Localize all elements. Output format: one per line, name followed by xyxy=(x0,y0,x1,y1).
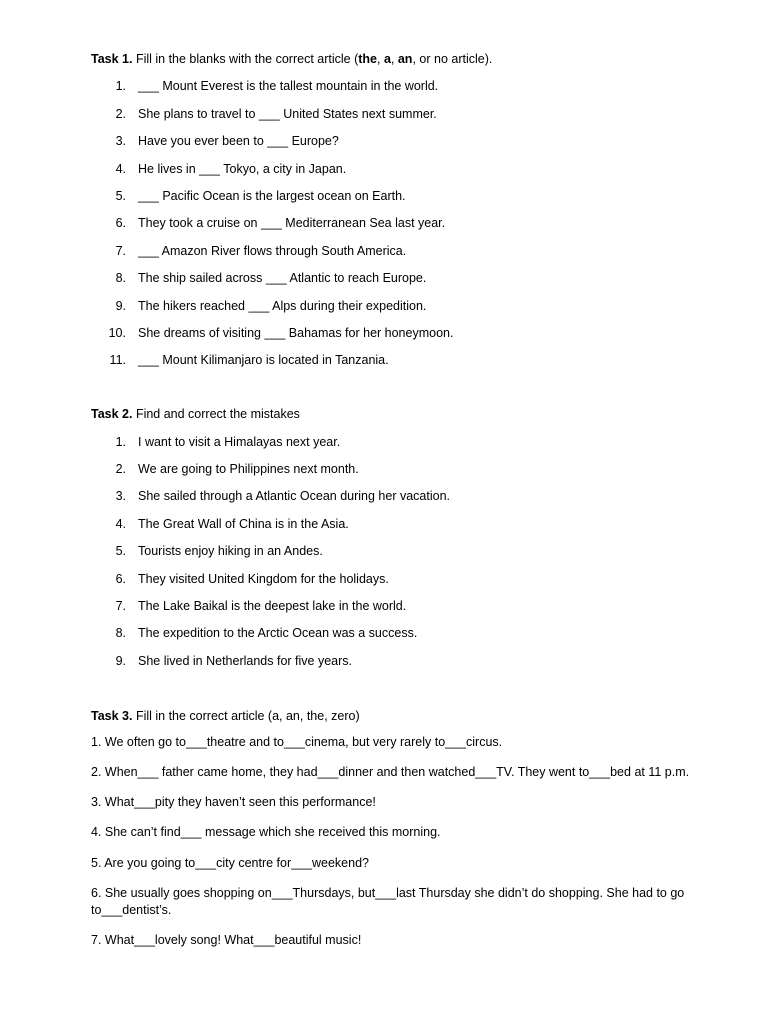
task-1-comma-2: , xyxy=(390,52,398,66)
item-text: Tourists enjoy hiking in an Andes. xyxy=(138,544,323,559)
item-number: 8. xyxy=(115,271,126,286)
item-number: 9. xyxy=(115,653,126,668)
list-item xyxy=(91,77,706,95)
item-text: The ship sailed across ___ Atlantic to reach Europe. xyxy=(138,271,427,286)
list-item xyxy=(91,105,706,123)
list-item xyxy=(91,597,706,615)
item-text: He lives in ___ Tokyo, a city in Japan. xyxy=(138,161,347,176)
list-item xyxy=(91,542,706,560)
task-2-heading xyxy=(91,405,706,423)
list-item: 7. What___lovely song! What___beautiful music! xyxy=(91,933,362,948)
item-text: ___ Pacific Ocean is the largest ocean on Earth. xyxy=(138,188,406,203)
task-1-article-an: an xyxy=(397,52,413,66)
item-number: 1. xyxy=(115,79,126,94)
task-2-label: Task 2. xyxy=(91,407,133,422)
list-item xyxy=(91,624,706,642)
item-text: Have you ever been to ___ Europe? xyxy=(138,134,339,149)
item-text: She dreams of visiting ___ Bahamas for her honeymoon. xyxy=(138,325,454,340)
list-item: 6. She usually goes shopping on___Thursdays, but___last Thursday she didn’t do shopping. She had to go to___dentist’s. xyxy=(91,885,685,918)
item-text: She plans to travel to ___ United States next summer. xyxy=(138,106,437,121)
item-text: She sailed through a Atlantic Ocean during her vacation. xyxy=(138,489,451,504)
list-item xyxy=(91,297,706,315)
section-spacer xyxy=(91,369,706,405)
item-text: ___ Mount Kilimanjaro is located in Tanzania. xyxy=(138,353,389,368)
task-1-label: Task 1. xyxy=(91,52,133,66)
item-text: ___ Amazon River flows through South America. xyxy=(138,243,407,258)
task-2-list xyxy=(91,433,706,670)
list-item xyxy=(91,132,706,150)
list-item: 3. What___pity they haven’t seen this performance! xyxy=(91,795,376,810)
item-number: 3. xyxy=(115,134,126,149)
list-item xyxy=(91,187,706,205)
item-number: 1. xyxy=(115,434,126,449)
list-item xyxy=(91,324,706,342)
list-item xyxy=(91,214,706,232)
item-text: I want to visit a Himalayas next year. xyxy=(138,434,341,449)
list-item xyxy=(91,242,706,260)
task-1-list xyxy=(91,77,706,369)
task-3-heading xyxy=(91,707,706,725)
item-number: 5. xyxy=(115,188,126,203)
item-text: ___ Mount Everest is the tallest mountain in the world. xyxy=(138,79,439,94)
item-text: They visited United Kingdom for the holidays. xyxy=(138,571,389,586)
task-3-intro: Fill in the correct article (a, an, the, zero) xyxy=(132,708,360,723)
task-3-section xyxy=(91,707,706,950)
item-text: The Lake Baikal is the deepest lake in the world. xyxy=(138,599,407,614)
item-number: 9. xyxy=(115,298,126,313)
list-item xyxy=(91,433,706,451)
task-1-article-a: a xyxy=(383,52,391,66)
item-number: 3. xyxy=(115,489,126,504)
worksheet-page xyxy=(91,50,706,962)
list-item xyxy=(91,652,706,670)
item-number: 4. xyxy=(115,161,126,176)
list-item xyxy=(91,351,706,369)
item-number: 2. xyxy=(115,106,126,121)
list-item xyxy=(91,269,706,287)
task-3-list xyxy=(91,734,706,950)
item-number: 2. xyxy=(115,462,126,477)
list-item xyxy=(91,515,706,533)
list-item xyxy=(91,160,706,178)
item-number: 4. xyxy=(115,516,126,531)
item-number: 6. xyxy=(115,216,126,231)
list-item xyxy=(91,570,706,588)
list-item: 5. Are you going to___city centre for___weekend? xyxy=(91,855,369,870)
task-2-section xyxy=(91,405,706,670)
item-text: The hikers reached ___ Alps during their expedition. xyxy=(138,298,427,313)
item-number: 10. xyxy=(108,325,126,340)
item-number: 7. xyxy=(115,243,126,258)
task-1-comma-1: , xyxy=(377,52,384,66)
item-text: We are going to Philippines next month. xyxy=(138,462,359,477)
task-1-intro-end: , or no article). xyxy=(412,52,493,66)
item-number: 7. xyxy=(115,599,126,614)
item-number: 5. xyxy=(115,544,126,559)
list-item: 4. She can’t find___ message which she received this morning. xyxy=(91,825,441,840)
item-number: 6. xyxy=(115,571,126,586)
task-1-heading xyxy=(91,50,706,68)
task-1-article-the: the xyxy=(358,52,377,66)
item-text: The expedition to the Arctic Ocean was a success. xyxy=(138,626,418,641)
task-2-intro: Find and correct the mistakes xyxy=(132,407,300,422)
item-text: She lived in Netherlands for five years. xyxy=(138,653,352,668)
item-number: 11. xyxy=(109,353,126,368)
list-item: 1. We often go to___theatre and to___cinema, but very rarely to___circus. xyxy=(91,735,503,750)
list-item xyxy=(91,460,706,478)
list-item xyxy=(91,487,706,505)
item-text: The Great Wall of China is in the Asia. xyxy=(138,516,349,531)
item-number: 8. xyxy=(115,626,126,641)
item-text: They took a cruise on ___ Mediterranean Sea last year. xyxy=(138,216,446,231)
task-1-section xyxy=(91,50,706,369)
task-3-label: Task 3. xyxy=(91,708,133,723)
section-spacer xyxy=(91,670,706,707)
task-1-intro-start: Fill in the blanks with the correct article ( xyxy=(132,52,359,66)
list-item: 2. When___ father came home, they had___dinner and then watched___TV. They went to___bed at 11 p.m. xyxy=(91,765,690,780)
